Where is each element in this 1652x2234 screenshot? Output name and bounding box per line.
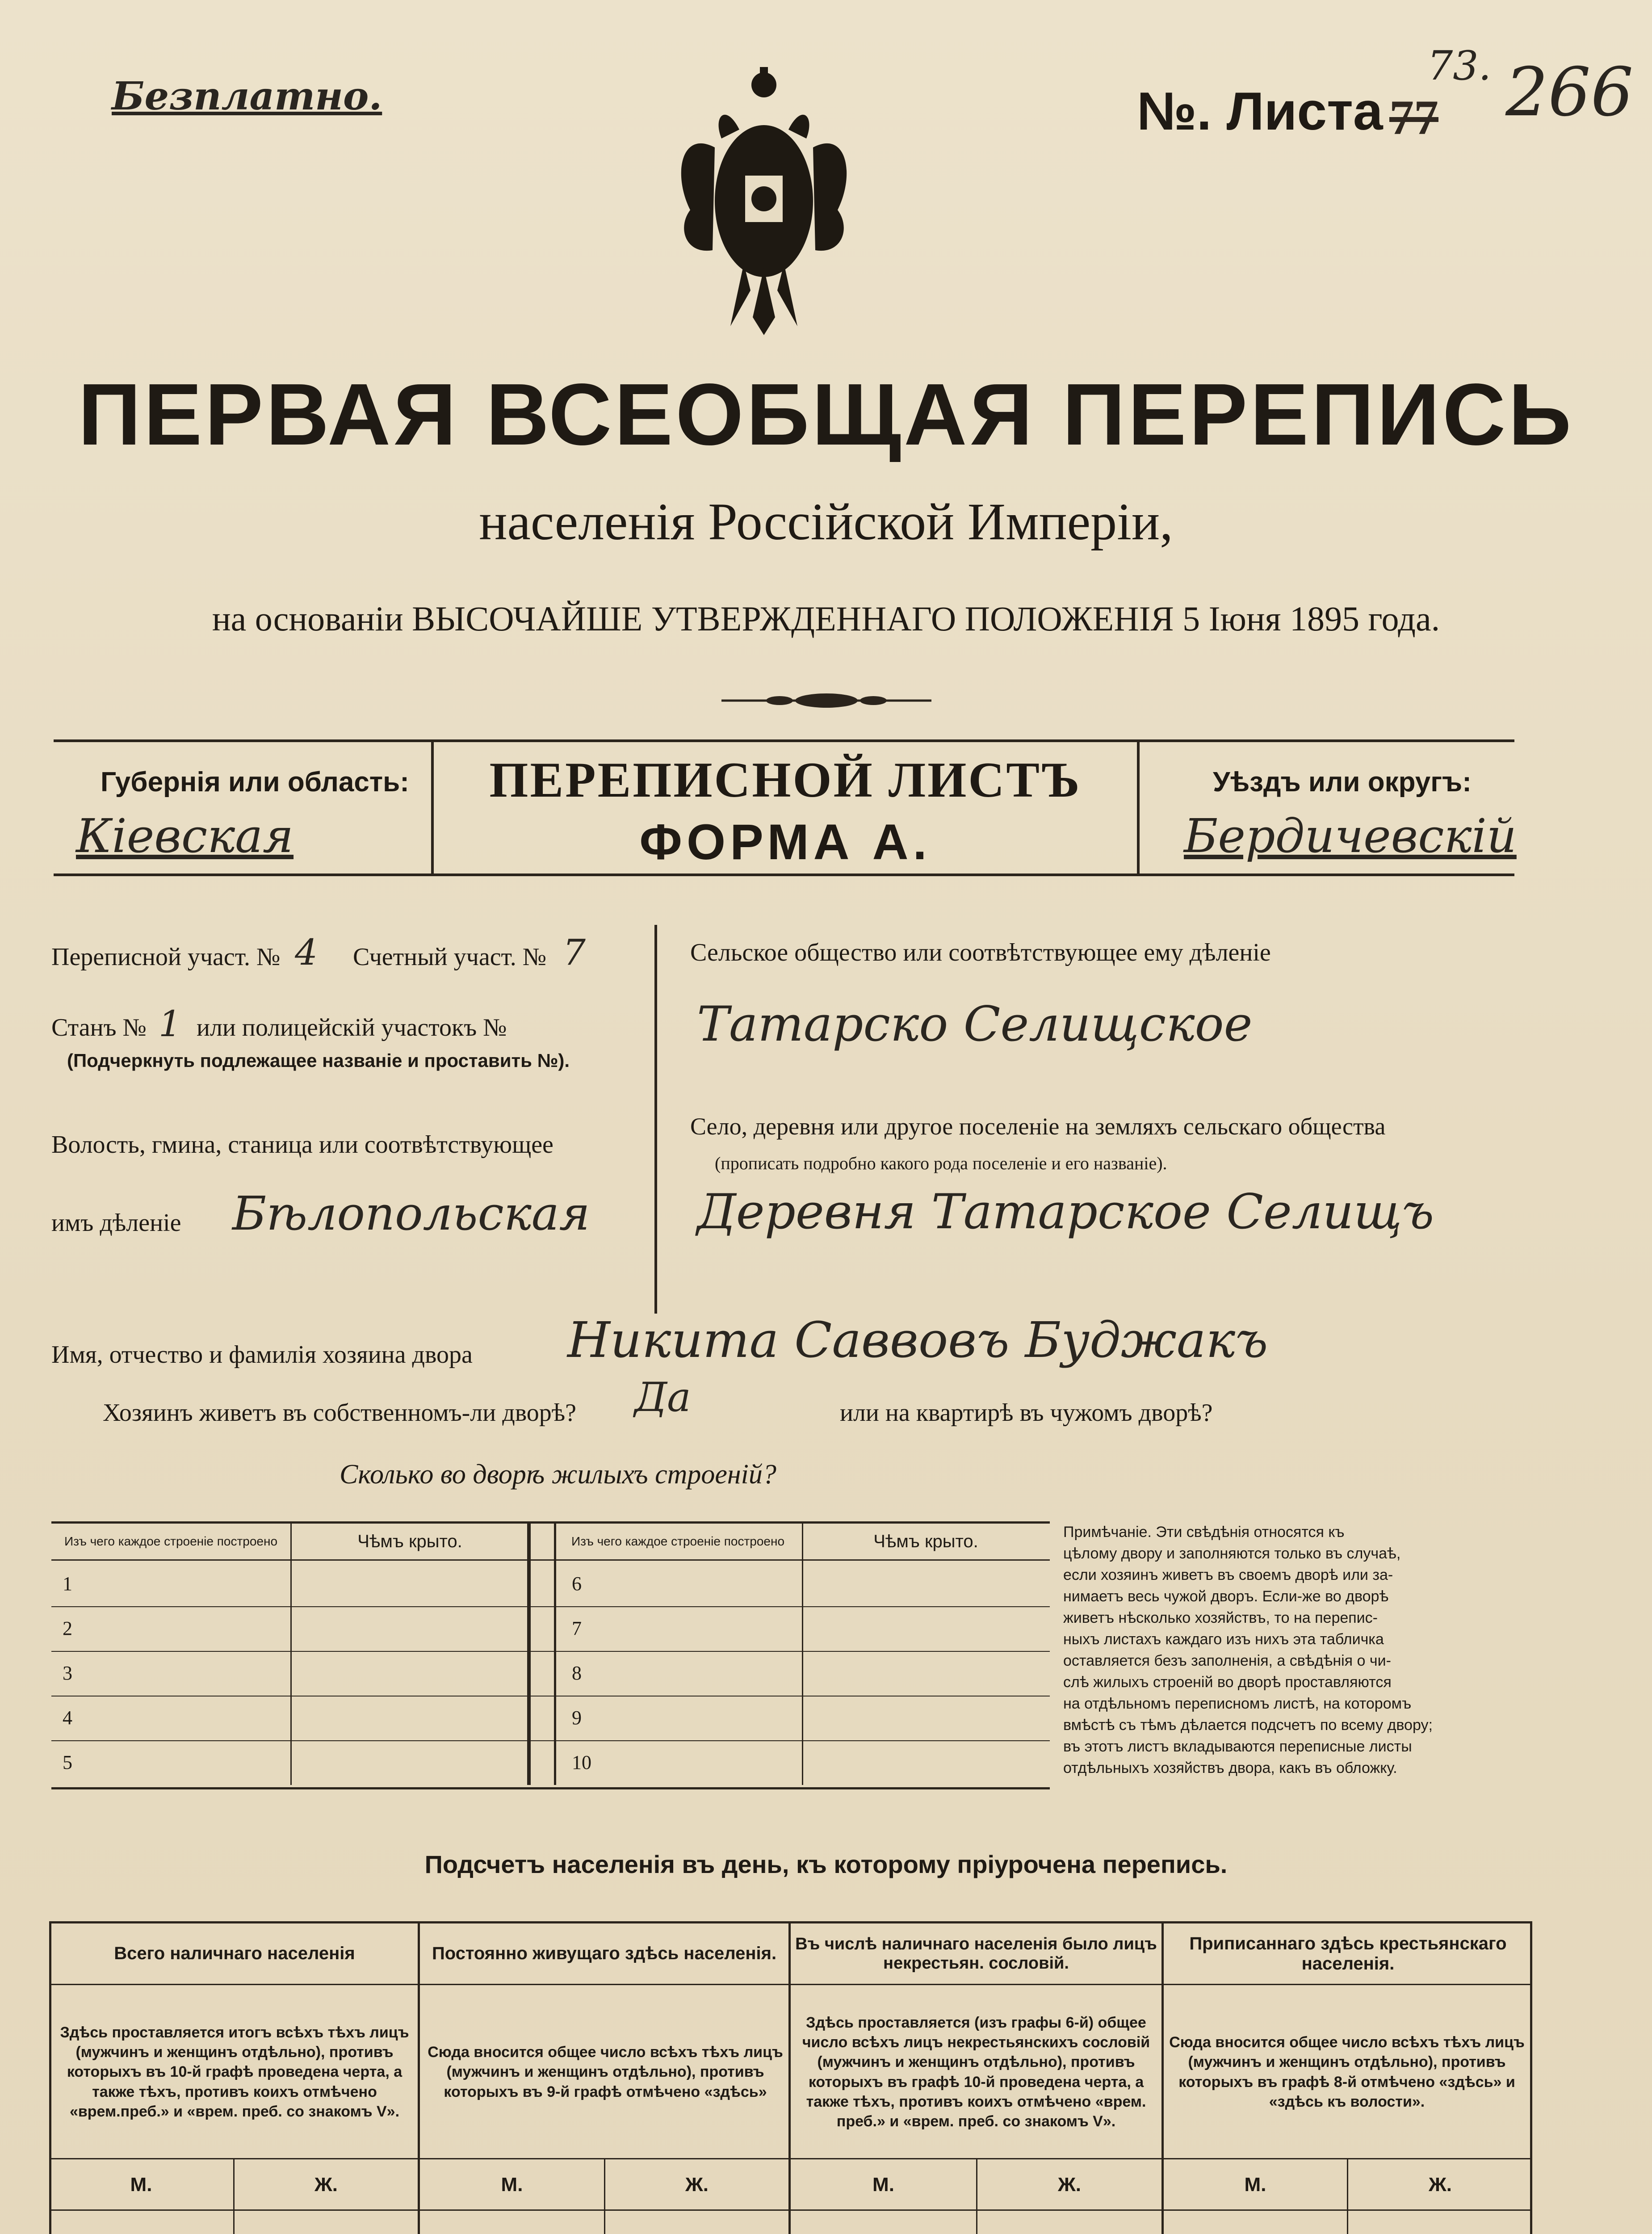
form-title: ПЕРЕПИСНОЙ ЛИСТЪ	[489, 752, 1082, 808]
double-headed-eagle-emblem	[672, 67, 855, 335]
buildings-col-material-left: Изъ чего каждое строеніе построено	[64, 1534, 278, 1548]
sex-label: Ж.	[685, 2174, 709, 2196]
population-group-desc: Сюда вносится общее число всѣхъ тѣхъ лицъ (мужчинъ и женщинъ отдѣльно), противъ которыхъ въ 9-й графѣ отмѣчено «здѣсь»	[428, 2044, 783, 2100]
note-line: ныхъ листахъ каждаго изъ нихъ эта табличка	[1063, 1631, 1384, 1648]
uezd-value: Бердичевскій	[1184, 809, 1517, 863]
ornament-divider	[721, 692, 931, 710]
population-group-title: Приписаннаго здѣсь крестьянскаго населенія.	[1189, 1933, 1507, 1974]
note-line: въ этотъ листъ вкладываются переписные листы	[1063, 1738, 1412, 1755]
owner-rent-label: или на квартирѣ въ чужомъ дворѣ?	[840, 1399, 1213, 1427]
population-group-desc: Здѣсь проставляется итогъ всѣхъ тѣхъ лицъ (мужчинъ и женщинъ отдѣльно), противъ которыхъ въ 10-й графѣ проведена черта, а также тѣхъ, противъ коихъ отмѣчено «врем.преб.» и «врем. преб. со знакомъ V».	[60, 2024, 409, 2120]
police-district-label: или полицейскій участокъ №	[197, 1014, 507, 1041]
table-row: 8	[572, 1662, 582, 1684]
form-subtitle: ФОРМА А.	[639, 814, 931, 870]
buildings-row-labels-right	[572, 1562, 795, 1785]
table-row: 5	[63, 1751, 72, 1773]
population-heading: Подсчетъ населенія въ день, къ которому пріурочена перепись.	[424, 1850, 1228, 1878]
village-value: Деревня Татарское Селищъ	[697, 1184, 1434, 1240]
owner-name-label: Имя, отчество и фамилія хозяина двора	[51, 1341, 473, 1369]
population-value	[605, 2212, 788, 2234]
note-line: если хозяинъ живетъ въ своемъ дворѣ или за-	[1063, 1566, 1393, 1583]
sex-label: Ж.	[1058, 2174, 1081, 2196]
note-line: слѣ жилыхъ строеній во дворѣ проставляются	[1063, 1674, 1392, 1691]
sex-label: Ж.	[314, 2174, 338, 2196]
owner-own-yard-label: Хозяинъ живетъ въ собственномъ-ли дворѣ?	[103, 1399, 577, 1427]
census-district-value: 4	[295, 932, 318, 973]
count-district-value: 7	[563, 932, 586, 973]
census-district-label: Переписной участ. №	[51, 943, 281, 971]
table-row: 9	[572, 1707, 582, 1729]
population-value	[977, 2212, 1161, 2234]
population-value	[1164, 2212, 1347, 2234]
note-line: на отдѣльномъ переписномъ листѣ, на которомъ	[1063, 1695, 1412, 1712]
population-value	[235, 2212, 418, 2234]
stan-value: 1	[159, 1003, 181, 1045]
free-label: Безплатно.	[112, 74, 382, 119]
sex-label: М.	[501, 2174, 523, 2196]
population-group-desc: Здѣсь проставляется (изъ графы 6-й) общее число всѣхъ лицъ некрестьянскихъ сословій (мужчинъ и женщинъ отдѣльно), противъ которыхъ въ графѣ 10-й проведена черта, а также тѣхъ, противъ коихъ отмѣчено «врем. преб.» и «врем. преб. со знакомъ V».	[802, 2014, 1150, 2130]
society-label: Сельское общество или соотвѣтствующее ему дѣленіе	[690, 939, 1271, 966]
sheet-number-label: №. Листа	[1137, 81, 1383, 141]
population-value	[420, 2212, 604, 2234]
table-row: 7	[572, 1617, 582, 1639]
volost-label-2: имъ дѣленіе	[51, 1209, 181, 1237]
page-subtitle: населенія Россійской Имперіи,	[479, 492, 1173, 551]
buildings-col-roof-left: Чѣмъ крыто.	[357, 1531, 462, 1551]
population-group-title: Всего наличнаго населенія	[114, 1944, 355, 1963]
stan-label: Станъ №	[51, 1014, 147, 1041]
volost-value: Бѣлопольская	[232, 1186, 590, 1241]
volost-label: Волость, гмина, станица или соотвѣтствующее	[51, 1131, 553, 1159]
village-label: Село, деревня или другое поселеніе на земляхъ сельскаго общества	[690, 1113, 1386, 1140]
note-block	[1063, 1521, 1528, 1779]
sheet-number-handwritten: 73.	[1427, 42, 1492, 89]
table-row: 6	[572, 1573, 582, 1595]
uezd-label: Уѣздъ или округъ:	[1213, 767, 1472, 798]
population-group-title: Постоянно живущаго здѣсь населенія.	[432, 1944, 777, 1963]
population-group-title: Въ числѣ наличнаго населенія было лицъ некрестьян. сословій.	[795, 1934, 1157, 1973]
owner-own-yard-value: Да	[634, 1374, 691, 1421]
page-title: ПЕРВАЯ ВСЕОБЩАЯ ПЕРЕПИСЬ	[78, 365, 1574, 463]
sheet-number-struck: 77	[1389, 90, 1438, 145]
count-district-label: Счетный участ. №	[353, 943, 547, 971]
note-line: цѣлому двору и заполняются только въ случаѣ,	[1063, 1545, 1401, 1562]
table-row: 10	[572, 1751, 591, 1773]
note-line: оставляется безъ заполненія, а свѣдѣнія о чи-	[1063, 1652, 1391, 1669]
table-row: 3	[63, 1662, 72, 1684]
basis-line: на основаніи ВЫСОЧАЙШЕ УТВЕРЖДЕННАГО ПОЛОЖЕНІЯ 5 Іюня 1895 года.	[212, 599, 1440, 638]
note-line: вмѣстѣ съ тѣмъ дѣлается подсчетъ по всему двору;	[1063, 1717, 1433, 1734]
buildings-row-labels-left	[63, 1562, 286, 1785]
sex-label: М.	[872, 2174, 894, 2196]
sex-label: Ж.	[1429, 2174, 1452, 2196]
note-line: Примѣчаніе. Эти свѣдѣнія относятся къ	[1063, 1524, 1345, 1541]
sex-label: М.	[130, 2174, 152, 2196]
population-value	[791, 2212, 976, 2234]
buildings-col-material-right: Изъ чего каждое строеніе построено	[571, 1534, 785, 1548]
society-value: Татарско Селищское	[697, 996, 1253, 1052]
gubernia-value: Кіевская	[76, 809, 294, 863]
eagle-icon	[672, 67, 855, 335]
population-value	[49, 2212, 233, 2234]
owner-name-value: Никита Саввовъ Буджакъ	[567, 1311, 1268, 1369]
archive-number: 266	[1505, 54, 1634, 131]
table-row: 4	[63, 1707, 72, 1729]
population-group-desc: Сюда вносится общее число всѣхъ тѣхъ лицъ (мужчинъ и женщинъ отдѣльно), противъ которыхъ въ графѣ 8-й отмѣчено «здѣсь» и «здѣсь къ волости».	[1169, 2034, 1525, 2110]
note-line: живетъ нѣсколько хозяйствъ, то на перепис-	[1063, 1609, 1378, 1626]
table-row: 2	[63, 1617, 72, 1639]
buildings-question: Сколько во дворѣ жилыхъ строеній?	[340, 1459, 776, 1490]
buildings-col-roof-right: Чѣмъ крыто.	[873, 1531, 978, 1551]
gubernia-label: Губернія или область:	[101, 767, 409, 798]
village-note: (прописать подробно какого рода поселеніе и его названіе).	[715, 1153, 1167, 1173]
note-line: нимаетъ весь чужой дворъ. Если-же во дворѣ	[1063, 1588, 1389, 1605]
note-line: отдѣльныхъ хозяйствъ двора, какъ въ обложку.	[1063, 1759, 1397, 1776]
sex-label: М.	[1244, 2174, 1266, 2196]
table-row: 1	[63, 1573, 72, 1595]
population-value	[1348, 2212, 1532, 2234]
underline-note: (Подчеркнуть подлежащее названіе и проставить №).	[67, 1050, 570, 1071]
